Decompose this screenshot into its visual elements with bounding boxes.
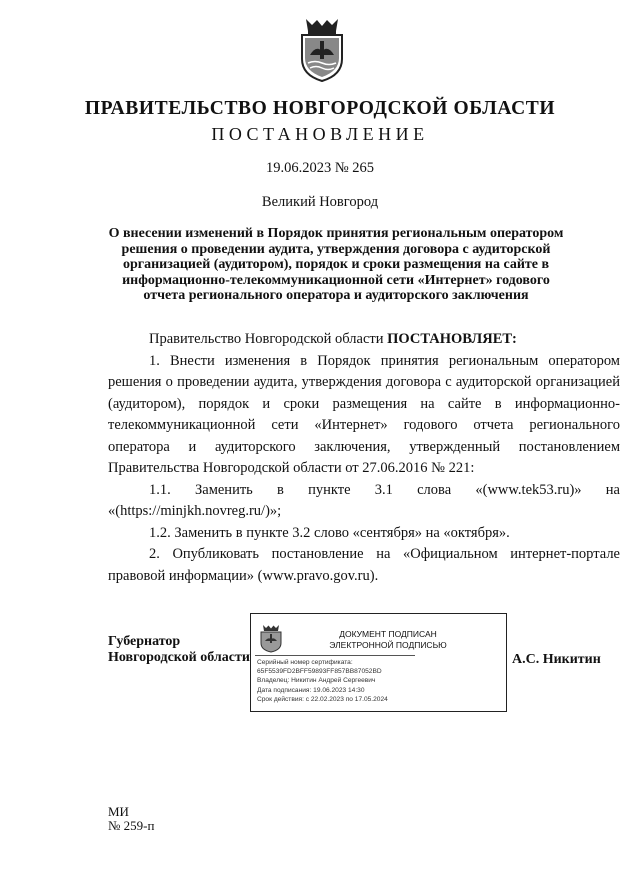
document-city: Великий Новгород bbox=[261, 194, 379, 210]
document-date-number: 19.06.2023 № 265 bbox=[265, 160, 375, 176]
body-lead bbox=[108, 329, 620, 351]
stamp-emblem-icon bbox=[258, 623, 284, 653]
stamp-heading bbox=[313, 629, 463, 651]
lead-bold: ПОСТАНОВЛЯЕТ: bbox=[387, 331, 517, 347]
signatory-position bbox=[108, 634, 250, 666]
stamp-divider bbox=[255, 655, 415, 656]
stamp-signed-date: Дата подписания: 19.06.2023 14:30 bbox=[257, 686, 365, 694]
body-item-1-2: 1.2. Заменить в пункте 3.2 слово «сентября» на «октября». bbox=[149, 524, 510, 541]
signatory-name: А.С. Никитин bbox=[512, 652, 601, 667]
document-type: ПОСТАНОВЛЕНИЕ bbox=[211, 124, 429, 144]
body-item-1-1-line1: 1.1. Заменить в пункте 3.1 слова «(www.tek53.ru)» на bbox=[149, 481, 620, 498]
footer-reference: № 259-п bbox=[108, 818, 155, 833]
stamp-serial-label: Серийный номер сертификата: bbox=[257, 659, 353, 666]
document-footer bbox=[108, 805, 154, 833]
stamp-serial: 65F5539FD2BFF59893FF857BB87052BD bbox=[257, 668, 382, 676]
stamp-validity: Срок действия: с 22.02.2023 по 17.05.2024 bbox=[257, 695, 388, 703]
coat-of-arms-emblem bbox=[296, 15, 348, 83]
footer-initials: МИ bbox=[108, 804, 129, 819]
document-body bbox=[108, 329, 620, 587]
body-item-1-1-line2: «(https://minjkh.novreg.ru/)»; bbox=[108, 503, 282, 519]
signatory-position-line1: Губернатор bbox=[108, 634, 181, 649]
government-title: ПРАВИТЕЛЬСТВО НОВГОРОДСКОЙ ОБЛАСТИ bbox=[84, 98, 556, 119]
lead-prefix: Правительство Новгородской области bbox=[149, 331, 384, 347]
stamp-details bbox=[257, 658, 388, 704]
body-item-2: 2. Опубликовать постановление на «Официальном интернет-портале правовой информации» (www.pravo.gov.ru). bbox=[108, 546, 620, 584]
stamp-heading-line1: ДОКУМЕНТ ПОДПИСАН bbox=[339, 629, 437, 639]
stamp-owner: Владелец: Никитин Андрей Сергеевич bbox=[257, 677, 376, 685]
signatory-position-line2: Новгородской области bbox=[108, 650, 250, 665]
document-subject: О внесении изменений в Порядок принятия региональным оператором решения о проведении аудита, утверждения договора с аудиторской организацией (аудитором), порядок и сроки размещения на сайте в информационно-телекоммуникационной сети «Интернет» годового отчета регионального оператора и аудиторского заключения bbox=[108, 226, 564, 303]
body-item-1: 1. Внести изменения в Порядок принятия региональным оператором решения о проведении аудита, утверждения договора с аудиторской организацией (аудитором), порядок и сроки размещения на сайте в информационно-телекоммуникационной сети «Интернет» годового отчета регионального оператора и аудиторского заключения, утвержденный постановлением Правительства Новгородской области от 27.06.2016 № 221: bbox=[108, 352, 620, 476]
electronic-signature-stamp bbox=[250, 613, 507, 712]
stamp-heading-line2: ЭЛЕКТРОННОЙ ПОДПИСЬЮ bbox=[329, 640, 447, 650]
